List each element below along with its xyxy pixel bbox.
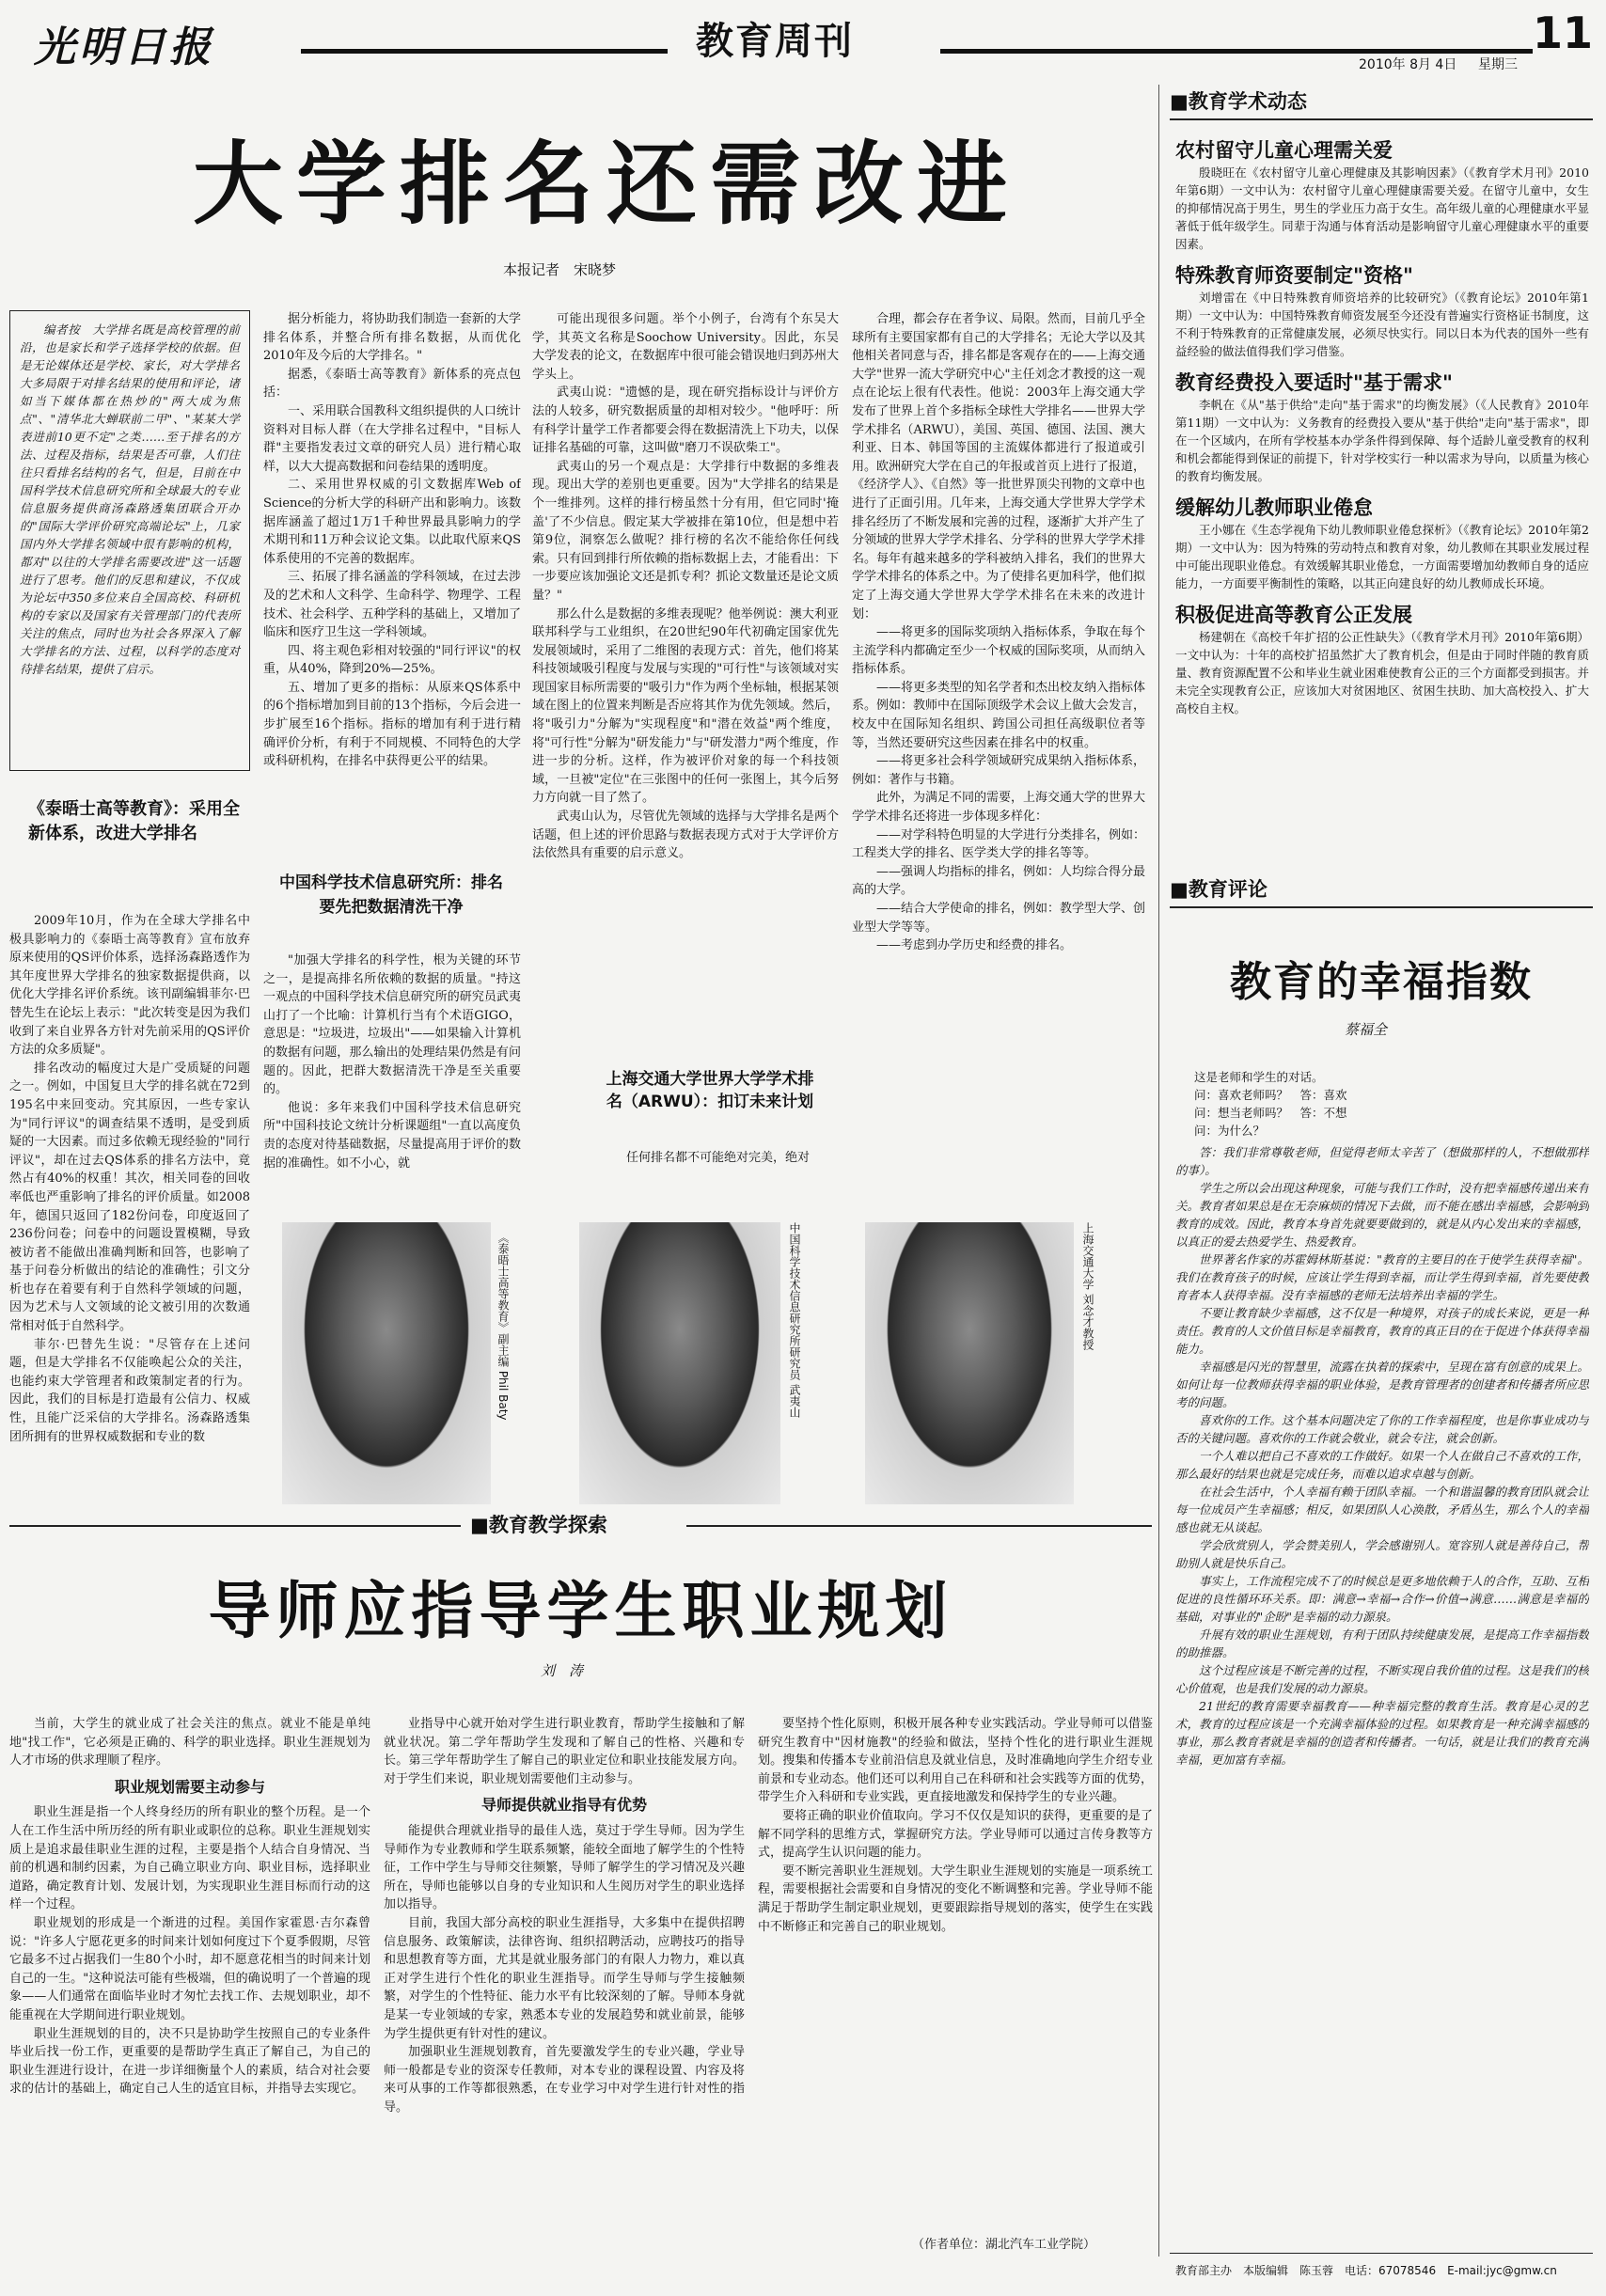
paragraph: 要将正确的职业价值取向。学习不仅仅是知识的获得，更重要的是了解不同学科的思维方式，掌握研究方法。学业导师可以通过言传身教等方式，提高学生认识问题的能力。 bbox=[758, 1808, 1153, 1861]
paragraph: 那么什么是数据的多维表现呢？他举例说：澳大利亚联邦科学与工业组织，在20世纪90年代初确定国家优先发展领域时，采用了二维图的表现方式：首先，他们将某科技领域吸引程度与发展与实现的"可行性"与该领域对实现国家目标所需要的"吸引力"作为两个坐标轴，根据某领域在图上的位置来判断是否应将其作为优先领域。然后，将"吸引力"分解为"实现程度"和"潜在效益"两个维度，将"可行性"分解为"研发能力"与"研发潜力"两个维度，作进一步的分析。这样，作为被评价对象的每一个科技领域，一旦被"定位"在三张图中的任何一张图上，其今后努力方向就一目了然了。 bbox=[532, 606, 839, 806]
sidebar-item-body bbox=[1175, 396, 1589, 485]
paragraph: 要不断完善职业生涯规划。大学生职业生涯规划的实施是一项系统工程，需要根据社会需要和自身情况的变化不断调整和完善。学业导师不能满足于帮助学生制定职业规划，更要跟踪指导规划的落实，使学生在实践中不断修正和完善自己的职业规划。 bbox=[758, 1864, 1153, 1934]
paragraph: 据分析能力，将协助我们制造一套新的大学排名体系，并整合所有排名数据，从而优化2010年及今后的大学排名。" bbox=[263, 312, 521, 364]
sidebar-item-body bbox=[1175, 289, 1589, 360]
sidebar-item-title: 农村留守儿童心理需关爱 bbox=[1175, 138, 1393, 162]
career-author: 刘 涛 bbox=[541, 1662, 584, 1679]
career-sub-heading: 职业规划需要主动参与 bbox=[114, 1777, 265, 1796]
paragraph: ——将更多类型的知名学者和杰出校友纳入指标体系。例如：教师中在国际顶级学术会议上做大会发言，校友中在国际知名组织、跨国公司担任高级职位者等等，当然还要研究这些因素在排名中的权重。 bbox=[852, 680, 1145, 750]
paragraph: 加强职业生涯规划教育，首先要激发学生的专业兴趣，学业导师一般都是专业的资深专任教师，对本专业的课程设置、内容及将来可从事的工作等都很熟悉，在专业学习中对学生进行针对性的指导。 bbox=[384, 2045, 745, 2115]
paragraph: 目前，我国大部分高校的职业生涯指导，大多集中在提供招聘信息服务、政策解读，法律咨询、组织招聘活动，应聘技巧的指导和思想教育等方面，尤其是就业服务部门的有限人力物力，难以真正对学生进行个性化的职业生涯指导。而学生导师与学生接触频繁，对学生的个性特征、能力水平有比较深刻的了解。导师本身就是某一专业领域的专家，熟悉本专业的发展趋势和就业前景，能够为学生提供更有针对性的建议。 bbox=[384, 1915, 745, 2041]
sidebar-item-title: 特殊教育师资要制定"资格" bbox=[1175, 263, 1413, 287]
paragraph: 2009年10月，作为在全球大学排名中极具影响力的《泰晤士高等教育》宣布放弃原来使用的QS评价体系，选择汤森路透作为其年度世界大学排名的独家数据提供商，以优化大学排名评价系统。该刊副编辑菲尔·巴替先生在论坛上表示："此次转变是因为我们收到了来自业界各方针对先前采用的QS评价方法的众多质疑"。 bbox=[9, 914, 250, 1058]
paragraph: 五、增加了更多的指标：从原来QS体系中的6个指标增加到目前的13个指标，今后会进一步扩展至16个指标。指标的增加有利于进行精确评价分析，有利于不同规模、不同特色的大学或科研机构，在排名中获得更公平的结果。 bbox=[263, 680, 521, 769]
paragraph: 升展有效的职业生涯规划，有利于团队持续健康发展，是提高工作幸福指数的助推器。 bbox=[1175, 1628, 1589, 1659]
career-author-affiliation: （作者单位：湖北汽车工业学院） bbox=[912, 2238, 1096, 2252]
paragraph: 排名改动的幅度过大是广受质疑的问题之一。例如，中国复旦大学的排名就在72到195名中来回变动。究其原因，一些专家认为"同行评议"的调查结果不透明，是受到质疑的一大因素。而过多依赖无现经验的"同行评议"，却在过去QS体系的排名方法中，竟然占有40%的权重！其次，相关同卷的回收率低也严重影响了排名的评价质量。如2008年，德国只返回了182份问卷，印度返回了236份问卷；问卷中的问题设置模糊，导致被访者不能做出准确判断和回答，也影响了基于问卷分析做出的结论的准确性；引文分析也存在着要有利于自然科学领域的问题，因为艺术与人文领域的论文被引用的次数通常相对低于自然科学。 bbox=[9, 1061, 250, 1334]
sidebar-item-text: 杨建朝在《高校千年扩招的公正性缺失》（《教育学术月刊》2010年第6期）一文中认为：十年的高校扩招虽然扩大了教育机会，但是由于同时伴随的教育质量、教育资源配置不公和毕业生就业困难使教育公正的三个方面都受到损害。并未完全实现教育公正，应该加大对贫困地区、贫困生扶助、加大高校投入、扩大高校自主权。 bbox=[1175, 630, 1589, 716]
comment-intro-line: 问：为什么？ bbox=[1194, 1124, 1266, 1138]
main-col3 bbox=[532, 310, 839, 1025]
main-col1 bbox=[9, 912, 250, 1518]
paragraph: 答：我们非常尊敬老师，但觉得老师太辛苦了（想做那样的人，不想做那样的事）。 bbox=[1175, 1145, 1589, 1177]
paragraph: 菲尔·巴替先生说："尽管存在上述问题，但是大学排名不仅能唤起公众的关注，也能约束大学管理者和政策制定者的行为。因此，我们的目标是打造最有公信力、权威性，且能广泛采信的大学排名。汤森路透集团所拥有的世界权威数据和专业的数 bbox=[9, 1337, 250, 1444]
paragraph: 武夷山说："遗憾的是，现在研究指标设计与评价方法的人较多，研究数据质量的却相对较少。"他呼吁：所有科学计量学工作者都要会得在数据清洗上下功夫，以保证排名基础的可靠，这叫做"磨刀不误砍柴工"。 bbox=[532, 385, 839, 456]
paragraph: ——考虑到办学历史和经费的排名。 bbox=[876, 938, 1073, 953]
square-bullet-icon: ■ bbox=[1170, 90, 1189, 113]
comment-header-text: 教育评论 bbox=[1188, 878, 1267, 901]
sidebar-item bbox=[1175, 600, 1589, 717]
main-col3b bbox=[602, 1149, 839, 1170]
comment-title: 教育的幸福指数 bbox=[1230, 958, 1533, 1006]
paragraph: 世界著名作家的苏霍姆林斯基说："教育的主要目的在于使学生获得幸福"。我们在教育孩子的时候，应该让学生得到幸福，而让学生得到幸福，首先要使教育者本人获得幸福。没有幸福感的老师无法培养出幸福的学生。 bbox=[1175, 1252, 1589, 1302]
paragraph: 任何排名都不可能绝对完美，绝对 bbox=[626, 1151, 811, 1165]
paragraph: 21世纪的教育需要幸福教育——种幸福完整的教育生活。教育是心灵的艺术，教育的过程应该是一个充满幸福体验的过程。如果教育是一种充满幸福感的事业，那么教育者就是幸福的创造者和传播者。一句话，就是让我们的教育充满幸福，更加富有幸福。 bbox=[1175, 1699, 1589, 1767]
sidebar-item-body bbox=[1175, 164, 1589, 253]
paragraph: 学生之所以会出现这种现象，可能与我们工作时，没有把幸福感传递出来有关。教育者如果总是在无奈麻烦的情况下去做，而不能在感出幸福感，会影响到教育的成效。因此，教育本身首先就要要做到的，就是从内心发出来的幸福感，以真正的爱去热爱学生、热爱教育。 bbox=[1175, 1181, 1589, 1249]
sub-heading-arwu bbox=[602, 1068, 818, 1113]
career-col1 bbox=[9, 1715, 370, 2251]
main-byline: 本报记者 宋晓梦 bbox=[503, 261, 617, 278]
caption-phil-baty: 《泰晤士高等教育》副主编 Phil Baty bbox=[496, 1232, 510, 1421]
column-divider bbox=[1158, 85, 1159, 2257]
paragraph: ——对学科特色明显的大学进行分类排名，例如：工程类大学的排名、医学类大学的排名等等。 bbox=[852, 827, 1145, 861]
paragraph: 四、将主观色彩相对较强的"同行评议"的权重，从40%，降到20%—25%。 bbox=[263, 643, 521, 677]
main-col2 bbox=[263, 310, 521, 863]
paragraph: 幸福感是闪光的智慧里，流露在执着的探索中，呈现在富有创意的成果上。如何让每一位教师获得幸福的职业体验，是教育管理者的创建者和传播者所应思考的问题。 bbox=[1175, 1360, 1589, 1409]
career-section-rule-left bbox=[9, 1525, 461, 1527]
paragraph: 职业生涯是指一个人终身经历的所有职业的整个历程。是一个人在工作生活中所历经的所有职业或职位的总称。职业生涯规划实质上是追求最佳职业生涯的过程，主要是指个人结合自身情况、当前的机遇和制约因素，为自己确立职业方向、职业目标，选择职业道路，确定教育计划、发展计划，为实现职业生涯目标而行动的这样一个过程。 bbox=[9, 1805, 370, 1912]
sidebar-item-text: 殷晓旺在《农村留守儿童心理健康及其影响因素》（《教育学术月刊》2010年第6期）一文中认为：农村留守儿童心理健康需要关爱。在留守儿童中，女生的抑郁情况高于男生，男生的学业压力高于女生。高年级儿童的心理健康水平显著低于低年级学生。同辈于沟通与体育活动是影响留守儿童心理健康水平的重要因素。 bbox=[1175, 165, 1589, 251]
paragraph: ——强调人均指标的排名，例如：人均综合得分最高的大学。 bbox=[852, 864, 1145, 898]
sidebar-item-title: 积极促进高等教育公正发展 bbox=[1175, 603, 1412, 626]
paragraph: 二、采用世界权威的引文数据库Web of Science的分析大学的科研产出和影响力。该数据库涵盖了超过1万1千种世界最具影响力的学术期刊和11万种会议论文集。以此取代原来QS体系使用的不完善的数据库。 bbox=[263, 478, 521, 566]
career-sub-heading: 导师提供就业指导有优势 bbox=[480, 1796, 647, 1815]
paragraph: 要坚持个性化原则，积极开展各种专业实践活动。学业导师可以借鉴研究生教育中"因材施教"的经验和做法，坚持个性化的进行职业生涯规划。搜集和传播本专业前沿信息及就业信息，及时准确地向学生介绍专业前景和专业动态。他们还可以利用自己在科研和社会实践等方面的优势，带学生介入科研和专业实践，更直接地激发和保持学生的专业兴趣。 bbox=[758, 1717, 1153, 1805]
paragraph: 在社会生活中，个人幸福有赖于团队幸福。一个和谐温馨的教育团队就会让每一位成员产生幸福感；相反，如果团队人心涣散，矛盾丛生，那么个人的幸福感也就无从谈起。 bbox=[1175, 1485, 1589, 1534]
paragraph: 合理，都会存在者争议、局限。然而，目前几乎全球所有主要国家都有自己的大学排名；无论大学以及其他相关者同意与否，排名都是客观存在的——上海交通大学"世界一流大学研究中心"主任刘念才教授的这一观点在论坛上很有代表性。他说：2003年上海交通大学发布了世界上首个多指标全球性大学排名——世界大学学术排名（ARWU），美国、英国、德国、法国、澳大利亚、日本、韩国等国的主流媒体都进行了报道或引用。欧洲研究大学在自己的年报或首页上进行了报道，《经济学人》、《自然》等一批世界顶尖刊物的文章中也进行了正面引用。几年来，上海交通大学世界大学学术排名经历了不断发展和完善的过程，逐渐扩大并产生了分领域的世界大学学术排名、分学科的世界大学学术排名。每年有越来越多的学科被纳入排名，我们的世界大学学术排名的体系之中。为了使排名更加科学，他们拟定了上海交通大学世界大学学术排名在未来的改进计划： bbox=[852, 312, 1145, 621]
paragraph: 他说：多年来我们中国科学技术信息研究所"中国科技论文统计分析课题组"一直以高度负责的态度对待基础数据，尽量提高用于评价的数据的准确性。如不小心，就 bbox=[263, 1100, 521, 1171]
sub-heading-times bbox=[28, 797, 244, 846]
masthead bbox=[0, 0, 1606, 75]
footer-editor-info: 教育部主办 本版编辑 陈玉蓉 电话：67078546 E-mail:jyc@gmw.cn bbox=[1175, 2264, 1557, 2277]
paragraph: 职业生涯规划的目的，决不只是协助学生按照自己的专业条件毕业后找一份工作，更重要的是帮助学生真正了解自己，为自己的职业生涯进行设计，在进一步详细衡量个人的素质，结合对社会要求的估计的基础上，确定自己人生的适宜目标，并指导去实现它。 bbox=[9, 2026, 370, 2097]
comment-intro-line: 这是老师和学生的对话。 bbox=[1194, 1070, 1324, 1084]
caption-wu-yishan: 中国科学技术信息研究所研究员 武夷山 bbox=[788, 1222, 801, 1418]
main-headline: 大学排名还需改进 bbox=[193, 132, 1020, 237]
career-section-text: 教育教学探索 bbox=[488, 1514, 607, 1536]
caption-liu-niancai: 上海交通大学 刘念才教授 bbox=[1081, 1222, 1094, 1350]
footer-rule bbox=[1170, 2253, 1593, 2254]
sidebar-item-text: 刘增雷在《中日特殊教育师资培养的比较研究》（《教育论坛》2010年第1期）一文中认为：中国特殊教育师资发展至今还没有普遍实行资格证书制度，这不利于特殊教育的正常健康发展，必须尽快实行。同以日本为代表的国外一些有益经验的做法值得我们学习借鉴。 bbox=[1175, 291, 1589, 358]
sidebar-item-text: 王小娜在《生态学视角下幼儿教师职业倦怠探析》（《教育论坛》2010年第2期）一文中认为：因为特殊的劳动特点和教育对象，幼儿教师在其职业发展过程中可能出现职业倦怠。有效缓解其职业倦怠，一方面需要增加幼教师自身的适应能力，一方面要平衡制性的策略，以其正向建良好的幼儿教师成长环境。 bbox=[1175, 523, 1589, 590]
sidebar-item-title: 缓解幼儿教师职业倦怠 bbox=[1175, 495, 1373, 519]
paragraph: 能提供合理就业指导的最佳人选，莫过于学生导师。因为学生导师作为专业教师和学生联系频繁，能较全面地了解学生的个性特征，工作中学生与导师交往频繁，导师了解学生的学习情况及兴趣所在，导师也能够以自身的专业知识和人生阅历对学生的职业选择加以指导。 bbox=[384, 1823, 745, 1912]
comment-header-rule bbox=[1170, 906, 1593, 908]
sidebar-item bbox=[1175, 260, 1589, 360]
career-section-rule-right bbox=[686, 1525, 1152, 1527]
sidebar-item-body bbox=[1175, 628, 1589, 717]
issue-date: 2010年 8月 4日 bbox=[1359, 57, 1457, 72]
photo-wu-yishan bbox=[579, 1222, 780, 1504]
section-title: 教育周刊 bbox=[696, 20, 854, 63]
paragraph: 这个过程应该是不断完善的过程，不断实现自我价值的过程。这是我们的核心价值观，也是我们发展的动力源泉。 bbox=[1175, 1663, 1589, 1695]
paragraph: "加强大学排名的科学性，根为关键的环节之一，是提高排名所依赖的数据的质量。"持这一观点的中国科学技术信息研究所的研究员武夷山打了一个比喻：计算机行当有个术语GIGO，意思是："垃圾进，垃圾出"——如果输入计算机的数据有问题，那么输出的处理结果仍然是有问题的。因此，把群大数据清洗干净是至关重要的。 bbox=[263, 953, 521, 1097]
square-bullet-icon: ■ bbox=[470, 1514, 489, 1536]
paragraph: 学会欣赏别人，学会赞美别人，学会感谢别人。宽容别人就是善待自己，帮助别人就是快乐自己。 bbox=[1175, 1538, 1589, 1570]
career-section-header bbox=[470, 1510, 607, 1538]
paragraph: ——将更多的国际奖项纳入指标体系，争取在每个主流学科内都确定至少一个权威的国际奖项，从而纳入指标体系。 bbox=[852, 625, 1145, 677]
sub-heading-istic bbox=[278, 871, 504, 920]
paragraph: 武夷山的另一个观点是：大学排行中数据的多维表现。现出大学的差别也更重要。因为"大学排名的结果是个一维排列。这样的排行榜虽然十分有用，但它同时'掩盖'了不少信息。假定某大学被排在第10位，但是想中若第9位，洞察怎么做呢？排行榜的名次不能给你任何线索。只有回到排行所依赖的指标数据上去，才能看出：下一步要应该加强论文还是抓专利？抓论文数量还是论文质量？" bbox=[532, 459, 839, 603]
paragraph: ——将更多社会科学领域研究成果纳入指标体系，例如：著作与书籍。 bbox=[852, 754, 1145, 787]
photo-liu-niancai bbox=[865, 1222, 1074, 1504]
paragraph: 职业规划的形成是一个渐进的过程。美国作家霍恩·吉尔森曾说："许多人宁愿花更多的时间来计划如何度过下个夏季假期，尽管它最多不过占据我们一生80个小时，却不愿意花相当的时间来计划自己的一生。"这种说法可能有些极端，但的确说明了一个普遍的现象——人们通常在面临毕业时才匆忙去找工作、去规划职业，却不能重视在大学期间进行职业规划。 bbox=[9, 1915, 370, 2022]
sub-heading-arwu-text: 上海交通大学世界大学学术排名（ARWU）：扣订未来计划 bbox=[606, 1070, 814, 1111]
page-number: 11 bbox=[1533, 8, 1594, 58]
editor-note-text: 编者按 大学排名既是高校管理的前沿，也是家长和学子选择学校的依据。但是无论媒体还是学校、家长，对大学排名大多局限于对排名结果的使用和评论，诸如当下媒体都在热炒的"两大成为焦点"、"清华北大蝉联前二甲"、"某某大学表进前10更不定"之类……至于排名的方法、过程及指标，结果是否可靠，人们往往只看排名结构的名气，但是，目前在中国科学技术信息研究所和全球最大的专业信息服务提供商汤森路透集团联合开办的"国际大学评价研究高端论坛"上，几家国内外大学排名领域中很有影响的机构，都对"以往的大学排名需要改进"这一话题进行了思考。他们的反思和建议，不仅成为论坛中350多位来自全国高校、科研机构的专家以及国家有关管理部门的代表所关注的焦点，同时也为社会各界深入了解大学排名的方法、过程，以科学的态度对待排名结果，提供了启示。 bbox=[20, 322, 240, 676]
career-col2 bbox=[384, 1715, 745, 2251]
paragraph: 据悉，《泰晤士高等教育》新体系的亮点包括： bbox=[263, 367, 521, 401]
header-rule-left bbox=[301, 49, 668, 54]
career-col3 bbox=[758, 1715, 1153, 2230]
paragraph: ——结合大学使命的排名，例如：教学型大学、创业型大学等等。 bbox=[852, 902, 1145, 935]
paragraph: 此外，为满足不同的需要，上海交通大学的世界大学学术排名还将进一步体现多样化： bbox=[852, 791, 1145, 825]
paragraph: 喜欢你的工作。这个基本问题决定了你的工作幸福程度，也是你事业成功与否的关键问题。喜欢你的工作就会敬业，就会专注，就会创新。 bbox=[1175, 1413, 1589, 1445]
main-col4 bbox=[852, 310, 1145, 1168]
comment-header bbox=[1170, 874, 1267, 903]
sub-heading-times-text: 《泰晤士高等教育》：采用全新体系，改进大学排名 bbox=[28, 799, 240, 843]
paragraph: 可能出现很多问题。举个小例子，台湾有个东吴大学，其英文名称是Soochow University。因此，东吴大学发表的论文，在数据库中很可能会错误地归到苏州大学头上。 bbox=[532, 312, 839, 382]
paragraph: 一、采用联合国教科文组织提供的人口统计资料对目标人群（在大学排名过程中，"目标人群"主要指发表过文章的研究人员）进行精心取样，以大大提高数据和问卷结果的透明度。 bbox=[263, 403, 521, 474]
photo-phil-baty bbox=[282, 1222, 491, 1504]
comment-body bbox=[1175, 1143, 1589, 2243]
editor-note bbox=[9, 310, 250, 771]
sidebar-item-text: 李帆在《从"基于供给"走向"基于需求"的均衡发展》（《人民教育》2010年第11期）一文中认为：义务教育的经费投入要从"基于供给"走向"基于需求"，即在一个区域内，在所有学校基本办学条件得到保障、每个适龄儿童受教育的权利和机会都能得到保证的前提下，针对学校实行一种以需求为导向，以质量为核心的教育均衡发展。 bbox=[1175, 398, 1589, 483]
paragraph: 武夷山认为，尽管优先领域的选择与大学排名是两个话题，但上述的评价思路与数据表现方式对于大学评价方法依然具有重要的启示意义。 bbox=[532, 810, 839, 861]
sidebar-item-body bbox=[1175, 521, 1589, 592]
header-rule-right bbox=[940, 49, 1533, 54]
comment-intro-line: 问：想当老师吗？ 答：不想 bbox=[1194, 1106, 1347, 1120]
sidebar-item bbox=[1175, 135, 1589, 253]
comment-author: 蔡福全 bbox=[1345, 1021, 1388, 1038]
sidebar-item bbox=[1175, 368, 1589, 485]
sidebar-item-title: 教育经费投入要适时"基于需求" bbox=[1175, 370, 1453, 394]
newspaper-logo: 光明日报 bbox=[34, 24, 214, 71]
career-headline: 导师应指导学生职业规划 bbox=[208, 1574, 953, 1647]
paragraph: 三、拓展了排名涵盖的学科领域，在过去涉及的艺术和人文科学、生命科学、物理学、工程技术、社会科学、五种学科的基础上，又增加了临床和医疗卫生这一学科领域。 bbox=[263, 570, 521, 640]
paragraph: 当前，大学生的就业成了社会关注的焦点。就业不能是单纯地"找工作"，它必须是正确的、科学的职业选择。职业生涯规划为人才市场的供求理顺了程序。 bbox=[9, 1717, 370, 1769]
sidebar-header-rule bbox=[1170, 118, 1593, 120]
square-bullet-icon: ■ bbox=[1170, 878, 1189, 901]
paragraph: 一个人难以把自己不喜欢的工作做好。如果一个人在做自己不喜欢的工作，那么最好的结果也就是完成任务，而难以追求卓越与创新。 bbox=[1175, 1449, 1589, 1481]
paragraph: 不要让教育缺少幸福感，这不仅是一种境界，对孩子的成长来说，更是一种责任。教育的人文价值目标是幸福教育，教育的真正目的在于促进个体获得幸福能力。 bbox=[1175, 1306, 1589, 1356]
comment-intro bbox=[1194, 1068, 1589, 1143]
sidebar-header-text: 教育学术动态 bbox=[1188, 90, 1307, 113]
main-col2b bbox=[263, 951, 521, 1226]
paragraph: 事实上，工作流程完成不了的时候总是更多地依赖于人的合作，互助、互相促进的良性循环环关系。即：满意→幸福→合作→价值→满意……满意是幸福的基础，对事业的"企盼"是幸福的动力源泉。 bbox=[1175, 1574, 1589, 1624]
sidebar-header bbox=[1170, 86, 1307, 115]
issue-weekday: 星期三 bbox=[1478, 57, 1518, 72]
sidebar-item bbox=[1175, 493, 1589, 592]
sidebar-items bbox=[1175, 135, 1589, 836]
comment-intro-line: 问：喜欢老师吗？ 答：喜欢 bbox=[1194, 1088, 1347, 1102]
paragraph: 业指导中心就开始对学生进行职业教育，帮助学生接触和了解就业状况。第二学年帮助学生发现和了解自己的性格、兴趣和专长。第三学年帮助学生了解自己的职业定位和职业技能发展方向。对于学生们来说，职业规划需要他们主动参与。 bbox=[384, 1717, 745, 1786]
sub-heading-istic-text: 中国科学技术信息研究所：排名要先把数据清洗干净 bbox=[279, 873, 503, 917]
